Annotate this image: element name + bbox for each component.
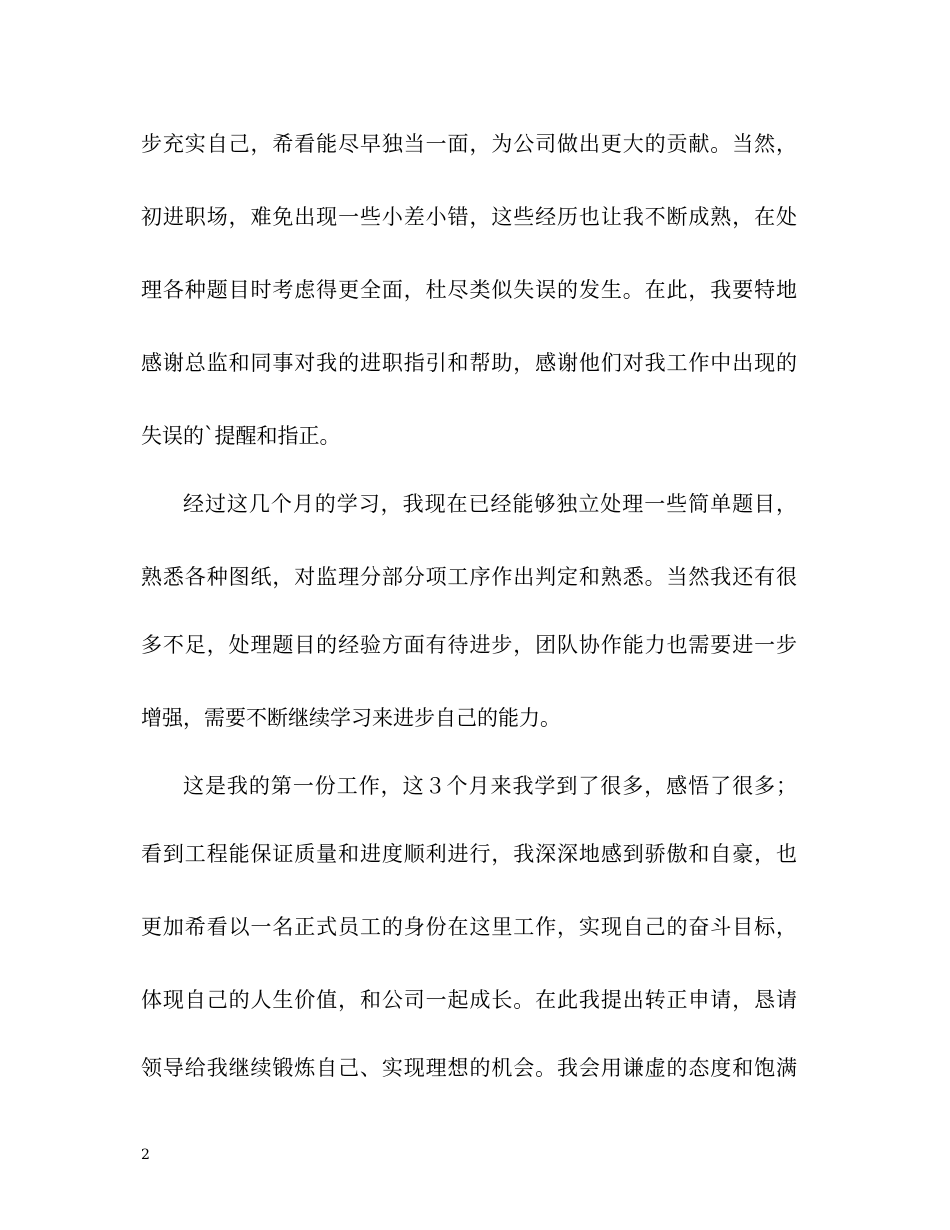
text-line: 步充实自己，希看能尽早独当一面，为公司做出更大的贡献。当然， bbox=[141, 132, 797, 156]
text-line: 体现自己的人生价值，和公司一起成长。在此我提出转正申请，恳请 bbox=[141, 988, 797, 1012]
text-line: 这是我的第一份工作，这３个月来我学到了很多，感悟了很多； bbox=[183, 774, 797, 798]
text-line: 看到工程能保证质量和进度顺利进行，我深深地感到骄傲和自豪，也 bbox=[141, 842, 797, 866]
page-number: 2 bbox=[141, 1147, 150, 1163]
text-line: 感谢总监和同事对我的进职指引和帮助，感谢他们对我工作中出现的 bbox=[141, 351, 797, 375]
text-line: 熟悉各种图纸，对监理分部分项工序作出判定和熟悉。当然我还有很 bbox=[141, 565, 797, 589]
text-line: 初进职场，难免出现一些小差小错，这些经历也让我不断成熟，在处 bbox=[141, 205, 797, 229]
text-line: 经过这几个月的学习，我现在已经能够独立处理一些简单题目， bbox=[183, 492, 797, 516]
text-line: 理各种题目时考虑得更全面，杜尽类似失误的发生。在此，我要特地 bbox=[141, 278, 797, 302]
text-line: 增强，需要不断继续学习来进步自己的能力。 bbox=[141, 706, 561, 730]
text-line: 领导给我继续锻炼自己、实现理想的机会。我会用谦虚的态度和饱满 bbox=[141, 1056, 797, 1080]
text-line: 失误的`提醒和指正。 bbox=[141, 424, 341, 448]
text-line: 更加希看以一名正式员工的身份在这里工作，实现自己的奋斗目标， bbox=[141, 915, 797, 939]
text-line: 多不足，处理题目的经验方面有待进步，团队协作能力也需要进一步 bbox=[141, 633, 797, 657]
